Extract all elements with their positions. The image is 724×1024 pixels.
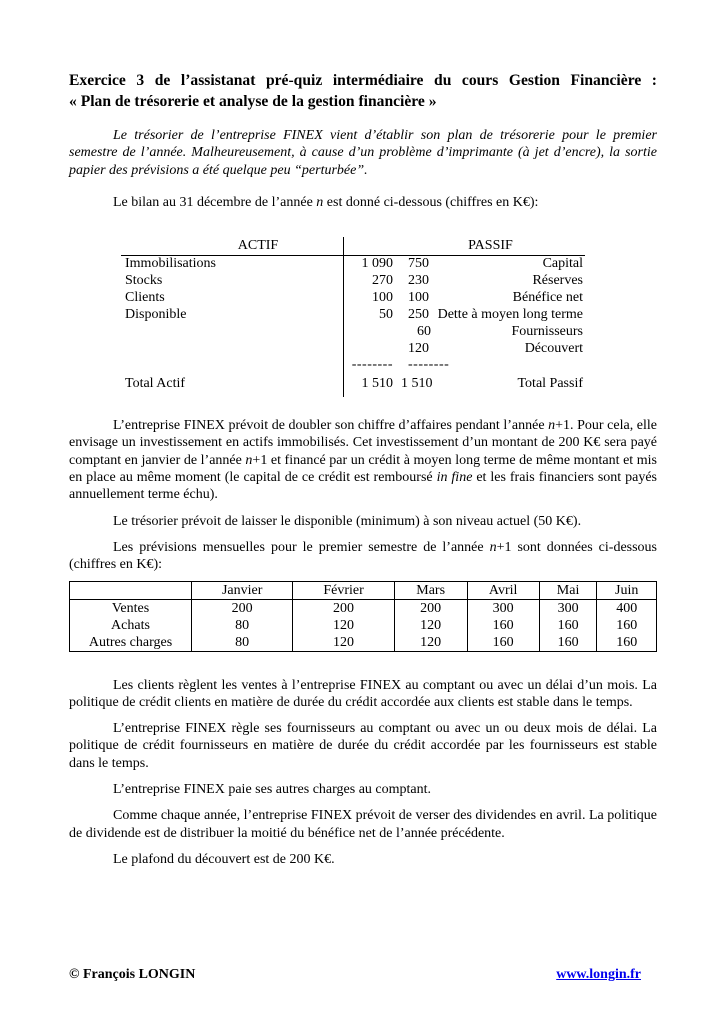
actif-label: Immobilisations bbox=[125, 256, 216, 272]
page-footer bbox=[69, 967, 641, 983]
passif-label: Fournisseurs bbox=[511, 324, 583, 340]
total-passif-label: Total Passif bbox=[517, 376, 583, 392]
month-header: Mai bbox=[539, 581, 597, 599]
table-cell: 200 bbox=[192, 599, 293, 617]
header-passif: PASSIF bbox=[468, 238, 513, 254]
month-header: Avril bbox=[467, 581, 539, 599]
table-cell: 160 bbox=[539, 617, 597, 634]
table-row bbox=[70, 599, 657, 617]
table-cell: 120 bbox=[394, 634, 467, 652]
table-cell: 200 bbox=[293, 599, 394, 617]
balance-dash-row bbox=[121, 356, 585, 373]
passif-dashes: -------- bbox=[408, 357, 450, 373]
table-row bbox=[70, 617, 657, 634]
passif-label: Bénéfice net bbox=[512, 290, 583, 306]
disponible-paragraph: Le trésorier prévoit de laisser le disponible (minimum) à son niveau actuel (50 K€). bbox=[113, 513, 582, 529]
table-cell: 120 bbox=[394, 617, 467, 634]
table-cell: 160 bbox=[467, 634, 539, 652]
actif-value: 100 bbox=[372, 290, 393, 306]
passif-value: 750 bbox=[408, 256, 429, 272]
copyright-text: © François LONGIN bbox=[69, 967, 196, 982]
actif-label: Disponible bbox=[125, 307, 187, 323]
month-header: Janvier bbox=[192, 581, 293, 599]
decouvert-paragraph: Le plafond du découvert est de 200 K€. bbox=[113, 851, 335, 867]
passif-value: 60 bbox=[417, 324, 431, 340]
previsions-corner-cell bbox=[70, 581, 192, 599]
title-line-2: « Plan de trésorerie et analyse de la gestion financière » bbox=[69, 93, 437, 110]
table-cell: 160 bbox=[467, 617, 539, 634]
month-header: Mars bbox=[394, 581, 467, 599]
balance-row bbox=[121, 272, 585, 289]
passif-label: Capital bbox=[542, 256, 583, 272]
passif-value: 250 bbox=[408, 307, 429, 323]
title-line-1: Exercice 3 de l’assistanat pré-quiz intermédiaire du cours Gestion Financière : bbox=[69, 72, 657, 89]
actif-label: Clients bbox=[125, 290, 165, 306]
actif-label: Stocks bbox=[125, 273, 163, 289]
fournisseurs-paragraph: L’entreprise FINEX règle ses fournisseurs au comptant ou avec un ou deux mois de délai. La politique de crédit fournisseurs en matière de durée du crédit accordée par les fournisseurs est stable dans le temps. bbox=[69, 721, 657, 771]
total-actif-value: 1 510 bbox=[361, 376, 393, 392]
table-cell: 80 bbox=[192, 634, 293, 652]
growth-paragraph: L’entreprise FINEX prévoit de doubler son chiffre d’affaires pendant l’année n+1. Pour cela, elle envisage un investissement en actifs immobilisés. Cet investissement d’un montant de 200 K€ sera payé comptant en janvier de l’année n+1 et financé par un crédit à moyen long terme de même montant et mis en place au même moment (le capital de ce crédit est remboursé in fine et les frais financiers sont payés annuellement terme échu). bbox=[69, 418, 657, 503]
table-cell: 160 bbox=[597, 634, 657, 652]
balance-row bbox=[121, 255, 585, 272]
balance-sheet-header bbox=[121, 237, 585, 254]
bilan-intro-paragraph: Le bilan au 31 décembre de l’année n est donné ci-dessous (chiffres en K€): bbox=[113, 194, 539, 210]
table-cell: 200 bbox=[394, 599, 467, 617]
table-cell: 300 bbox=[539, 599, 597, 617]
balance-row bbox=[121, 323, 585, 340]
table-cell: 400 bbox=[597, 599, 657, 617]
actif-value: 50 bbox=[379, 307, 393, 323]
table-cell: 120 bbox=[293, 634, 394, 652]
table-cell: 300 bbox=[467, 599, 539, 617]
passif-value: 230 bbox=[408, 273, 429, 289]
actif-value: 270 bbox=[372, 273, 393, 289]
balance-row bbox=[121, 289, 585, 306]
month-header: Février bbox=[293, 581, 394, 599]
actif-dashes: -------- bbox=[351, 357, 393, 373]
month-header: Juin bbox=[597, 581, 657, 599]
total-passif-value: 1 510 bbox=[401, 376, 433, 392]
document-page bbox=[69, 70, 657, 868]
clients-paragraph: Les clients règlent les ventes à l’entreprise FINEX au comptant ou avec un délai d’un mois. La politique de crédit clients en matière de durée du crédit accordée aux clients est stable dans le temps. bbox=[69, 677, 657, 710]
passif-value: 120 bbox=[408, 341, 429, 357]
row-label: Ventes bbox=[70, 599, 192, 617]
table-cell: 80 bbox=[192, 617, 293, 634]
document-title bbox=[69, 70, 657, 112]
passif-label: Découvert bbox=[524, 341, 583, 357]
website-link[interactable]: www.longin.fr bbox=[556, 967, 641, 982]
passif-label: Dette à moyen long terme bbox=[437, 307, 583, 323]
previsions-header-row bbox=[70, 581, 657, 599]
actif-value: 1 090 bbox=[361, 256, 393, 272]
previsions-intro-paragraph: Les prévisions mensuelles pour le premier semestre de l’année n+1 sont données ci-dessous (chiffres en K€): bbox=[69, 539, 658, 573]
header-actif: ACTIF bbox=[237, 238, 279, 254]
table-row bbox=[70, 634, 657, 652]
previsions-table bbox=[69, 581, 657, 652]
balance-row bbox=[121, 306, 585, 323]
balance-row bbox=[121, 340, 585, 357]
total-actif-label: Total Actif bbox=[125, 376, 186, 392]
intro-paragraph: Le trésorier de l’entreprise FINEX vient d’établir son plan de trésorerie pour le premier semestre de l’année. Malheureusement, à cause d’un problème d’imprimante (à jet d’encre), la sortie papier des prévisions a été quelque peu “perturbée”. bbox=[69, 128, 657, 178]
table-cell: 120 bbox=[293, 617, 394, 634]
table-cell: 160 bbox=[597, 617, 657, 634]
charges-paragraph: L’entreprise FINEX paie ses autres charges au comptant. bbox=[113, 782, 432, 798]
passif-label: Réserves bbox=[532, 273, 583, 289]
row-label: Autres charges bbox=[70, 634, 192, 652]
balance-total-row bbox=[121, 375, 585, 392]
passif-value: 100 bbox=[408, 290, 429, 306]
row-label: Achats bbox=[70, 617, 192, 634]
dividendes-paragraph: Comme chaque année, l’entreprise FINEX prévoit de verser des dividendes en avril. La politique de dividende est de distribuer la moitié du bénéfice net de l’année précédente. bbox=[69, 808, 657, 841]
balance-sheet bbox=[69, 237, 657, 397]
table-cell: 160 bbox=[539, 634, 597, 652]
